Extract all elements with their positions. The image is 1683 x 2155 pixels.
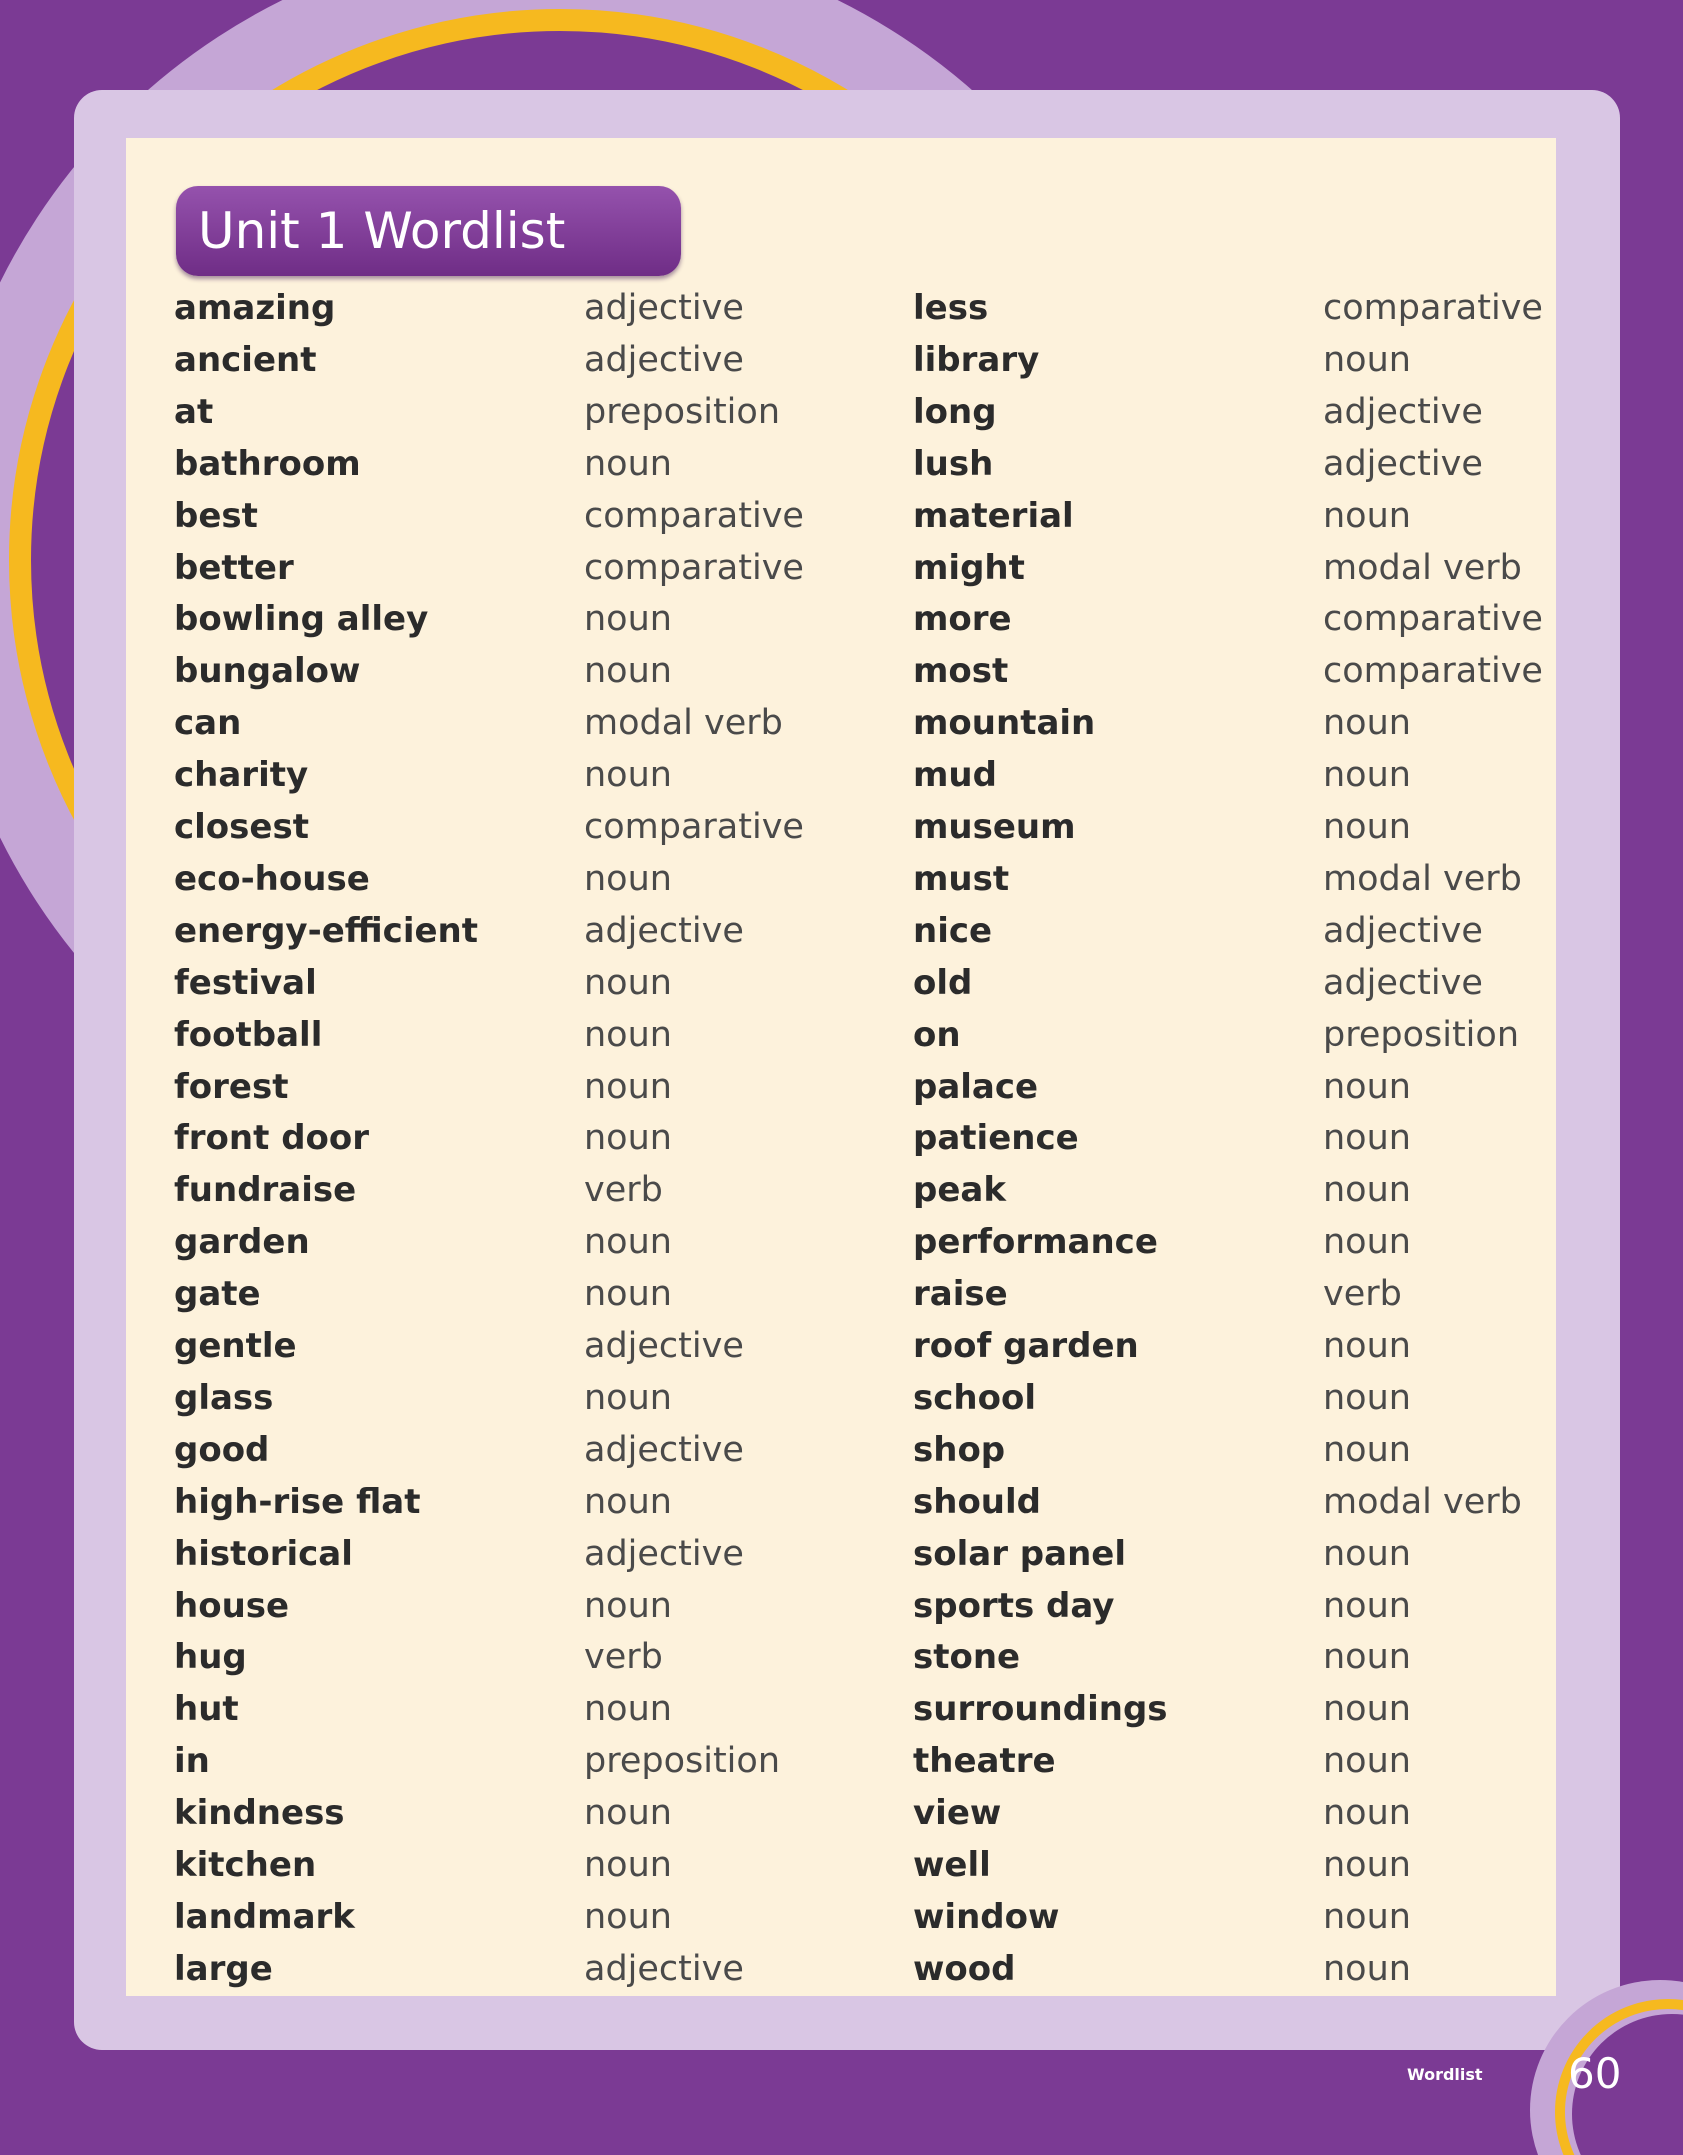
- entry-part-of-speech: adjective: [1323, 911, 1483, 951]
- entry-word: bungalow: [174, 651, 361, 691]
- entry-part-of-speech: noun: [1323, 496, 1411, 536]
- entry-word: school: [913, 1378, 1036, 1418]
- entry-part-of-speech: comparative: [584, 548, 804, 588]
- entry-word: stone: [913, 1637, 1021, 1677]
- entry-part-of-speech: adjective: [584, 288, 744, 328]
- entry-part-of-speech: noun: [584, 651, 672, 691]
- page-number: 60: [1568, 2049, 1622, 2098]
- entry-part-of-speech: adjective: [584, 1430, 744, 1470]
- entry-part-of-speech: verb: [584, 1637, 663, 1677]
- entry-word: historical: [174, 1534, 353, 1574]
- entry-part-of-speech: noun: [1323, 1222, 1411, 1262]
- entry-word: surroundings: [913, 1689, 1168, 1729]
- entry-part-of-speech: modal verb: [1323, 548, 1522, 588]
- entry-part-of-speech: noun: [1323, 1949, 1411, 1989]
- entry-part-of-speech: noun: [1323, 1897, 1411, 1937]
- entry-word: better: [174, 548, 294, 588]
- entry-part-of-speech: noun: [1323, 703, 1411, 743]
- entry-word: long: [913, 392, 997, 432]
- entry-word: forest: [174, 1067, 289, 1107]
- entry-word: old: [913, 963, 973, 1003]
- entry-part-of-speech: comparative: [584, 496, 804, 536]
- entry-part-of-speech: noun: [584, 1222, 672, 1262]
- entry-part-of-speech: noun: [1323, 1326, 1411, 1366]
- entry-word: in: [174, 1741, 210, 1781]
- entry-part-of-speech: modal verb: [1323, 1482, 1522, 1522]
- entry-part-of-speech: noun: [1323, 1689, 1411, 1729]
- entry-part-of-speech: noun: [584, 444, 672, 484]
- entry-word: on: [913, 1015, 961, 1055]
- entry-word: performance: [913, 1222, 1158, 1262]
- entry-part-of-speech: noun: [584, 1845, 672, 1885]
- entry-part-of-speech: preposition: [1323, 1015, 1520, 1055]
- entry-part-of-speech: noun: [1323, 1845, 1411, 1885]
- entry-word: at: [174, 392, 214, 432]
- entry-word: solar panel: [913, 1534, 1126, 1574]
- entry-word: can: [174, 703, 242, 743]
- entry-part-of-speech: comparative: [584, 807, 804, 847]
- entry-part-of-speech: verb: [584, 1170, 663, 1210]
- entry-word: landmark: [174, 1897, 355, 1937]
- entry-part-of-speech: noun: [584, 1274, 672, 1314]
- entry-word: palace: [913, 1067, 1039, 1107]
- entry-part-of-speech: modal verb: [584, 703, 783, 743]
- entry-part-of-speech: noun: [584, 1067, 672, 1107]
- entry-part-of-speech: noun: [1323, 1430, 1411, 1470]
- entry-word: lush: [913, 444, 994, 484]
- entry-word: bathroom: [174, 444, 361, 484]
- entry-word: high-rise flat: [174, 1482, 421, 1522]
- entry-word: energy-efficient: [174, 911, 479, 951]
- entry-word: kitchen: [174, 1845, 317, 1885]
- entry-word: kindness: [174, 1793, 345, 1833]
- entry-word: front door: [174, 1118, 370, 1158]
- entry-part-of-speech: adjective: [584, 1534, 744, 1574]
- entry-part-of-speech: adjective: [1323, 963, 1483, 1003]
- entry-word: fundraise: [174, 1170, 357, 1210]
- entry-part-of-speech: comparative: [1323, 288, 1543, 328]
- entry-part-of-speech: noun: [584, 1586, 672, 1626]
- entry-word: window: [913, 1897, 1060, 1937]
- entry-part-of-speech: verb: [1323, 1274, 1402, 1314]
- entry-part-of-speech: preposition: [584, 1741, 781, 1781]
- entry-word: gentle: [174, 1326, 297, 1366]
- entry-word: good: [174, 1430, 270, 1470]
- entry-word: closest: [174, 807, 309, 847]
- entry-part-of-speech: noun: [1323, 340, 1411, 380]
- entry-part-of-speech: modal verb: [1323, 859, 1522, 899]
- entry-word: gate: [174, 1274, 261, 1314]
- entry-part-of-speech: noun: [1323, 1067, 1411, 1107]
- footer-section-label: Wordlist: [1407, 2065, 1483, 2084]
- entry-part-of-speech: noun: [584, 755, 672, 795]
- entry-part-of-speech: comparative: [1323, 599, 1543, 639]
- entry-part-of-speech: noun: [1323, 1793, 1411, 1833]
- entry-word: shop: [913, 1430, 1006, 1470]
- entry-word: most: [913, 651, 1009, 691]
- entry-part-of-speech: noun: [584, 859, 672, 899]
- entry-part-of-speech: noun: [584, 1378, 672, 1418]
- entry-part-of-speech: comparative: [1323, 651, 1543, 691]
- entry-part-of-speech: noun: [1323, 1586, 1411, 1626]
- entry-part-of-speech: noun: [584, 963, 672, 1003]
- entry-word: might: [913, 548, 1025, 588]
- entry-part-of-speech: noun: [584, 1897, 672, 1937]
- entry-word: best: [174, 496, 258, 536]
- entry-part-of-speech: noun: [1323, 1118, 1411, 1158]
- entry-part-of-speech: adjective: [1323, 392, 1483, 432]
- entry-word: mountain: [913, 703, 1096, 743]
- entry-word: hug: [174, 1637, 247, 1677]
- entry-part-of-speech: noun: [1323, 755, 1411, 795]
- entry-word: raise: [913, 1274, 1008, 1314]
- entry-part-of-speech: noun: [1323, 1741, 1411, 1781]
- entry-part-of-speech: noun: [1323, 1534, 1411, 1574]
- entry-word: sports day: [913, 1586, 1115, 1626]
- entry-part-of-speech: adjective: [584, 340, 744, 380]
- entry-part-of-speech: noun: [1323, 807, 1411, 847]
- entry-part-of-speech: adjective: [584, 1949, 744, 1989]
- entry-part-of-speech: noun: [584, 599, 672, 639]
- entry-word: less: [913, 288, 989, 328]
- entry-word: wood: [913, 1949, 1016, 1989]
- entry-word: football: [174, 1015, 323, 1055]
- entry-word: museum: [913, 807, 1076, 847]
- entry-word: roof garden: [913, 1326, 1139, 1366]
- entry-word: glass: [174, 1378, 274, 1418]
- entry-word: charity: [174, 755, 309, 795]
- entry-part-of-speech: preposition: [584, 392, 781, 432]
- entry-part-of-speech: noun: [584, 1482, 672, 1522]
- entry-word: large: [174, 1949, 273, 1989]
- entry-word: peak: [913, 1170, 1006, 1210]
- entry-word: theatre: [913, 1741, 1056, 1781]
- entry-part-of-speech: noun: [1323, 1170, 1411, 1210]
- entry-word: view: [913, 1793, 1002, 1833]
- entry-word: hut: [174, 1689, 239, 1729]
- entry-word: well: [913, 1845, 991, 1885]
- entry-part-of-speech: adjective: [584, 1326, 744, 1366]
- entry-part-of-speech: noun: [584, 1118, 672, 1158]
- entry-word: bowling alley: [174, 599, 429, 639]
- entry-part-of-speech: noun: [1323, 1378, 1411, 1418]
- entry-part-of-speech: adjective: [1323, 444, 1483, 484]
- entry-word: garden: [174, 1222, 310, 1262]
- entry-word: more: [913, 599, 1012, 639]
- entry-word: must: [913, 859, 1010, 899]
- entry-word: nice: [913, 911, 993, 951]
- entry-part-of-speech: noun: [584, 1793, 672, 1833]
- entry-part-of-speech: adjective: [584, 911, 744, 951]
- entry-word: eco-house: [174, 859, 370, 899]
- entry-word: library: [913, 340, 1040, 380]
- entry-word: house: [174, 1586, 290, 1626]
- entry-word: ancient: [174, 340, 317, 380]
- entry-word: should: [913, 1482, 1041, 1522]
- entry-word: festival: [174, 963, 317, 1003]
- entry-word: mud: [913, 755, 997, 795]
- entry-word: patience: [913, 1118, 1079, 1158]
- entry-part-of-speech: noun: [584, 1015, 672, 1055]
- entry-part-of-speech: noun: [1323, 1637, 1411, 1677]
- entry-word: amazing: [174, 288, 336, 328]
- page-title: Unit 1 Wordlist: [176, 186, 681, 276]
- entry-word: material: [913, 496, 1074, 536]
- entry-part-of-speech: noun: [584, 1689, 672, 1729]
